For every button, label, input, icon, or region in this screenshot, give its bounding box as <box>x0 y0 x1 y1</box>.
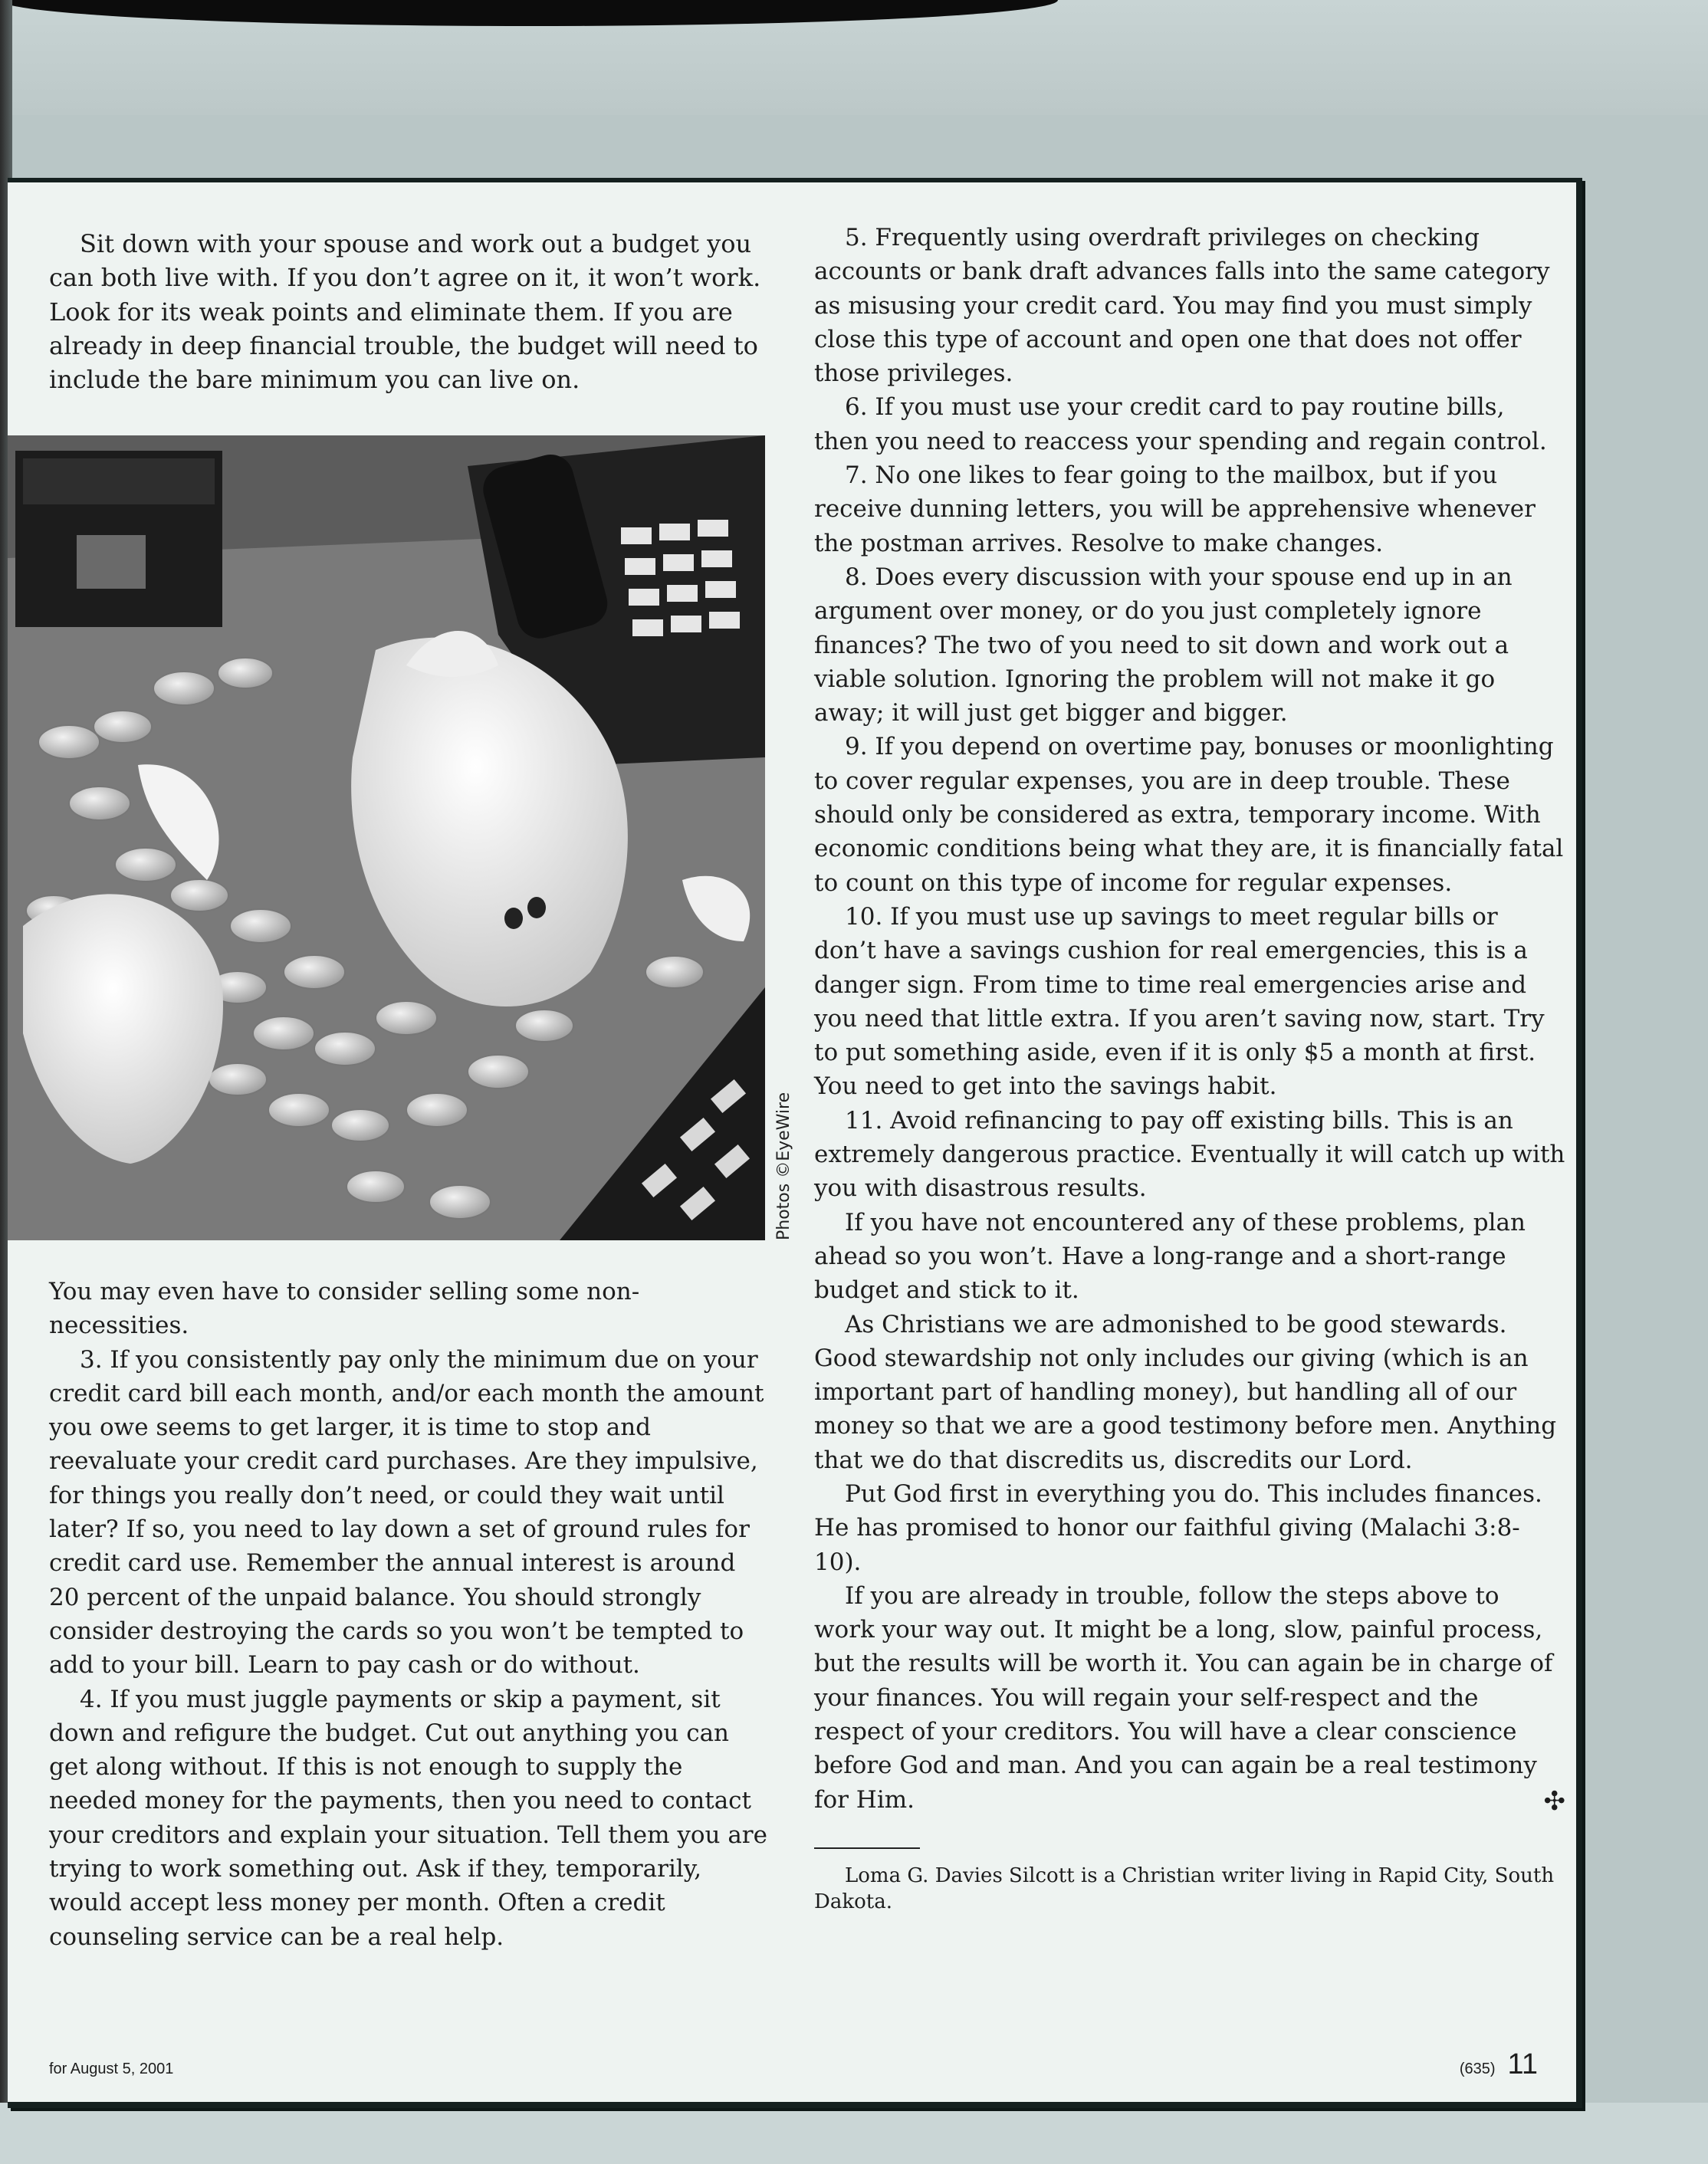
paragraph: Put God first in everything you do. This includes finances. He has promised to honor our faithful giving (Malachi 3:8-10). <box>814 1479 1542 1576</box>
folio-number: (635) <box>1459 2061 1496 2077</box>
paragraph-text: If you are already in trouble, follow the steps above to work your way out. It might be a long, slow, painful process, but the results will be worth it. You can again be in charge of your finances. You will regain your self-respect and the respect of your creditors. You will have a clear conscience before God and man. And you can again be a real testimony for Him. <box>814 1581 1553 1814</box>
paragraph: 4. If you must juggle payments or skip a payment, sit down and refigure the budget. Cut out anything you can get along without. If this is not enough to supply the needed money for the payments, then you need to contact your creditors and explain your situation. Tell them you are trying to work something out. Ask if they, temporarily, would accept less money per month. Often a credit counseling service can be a real help. <box>49 1685 767 1951</box>
paragraph: You may even have to consider selling some non-necessities. <box>49 1278 640 1340</box>
page-footer <box>1460 2048 1538 2081</box>
paragraph-last <box>814 1579 1565 1817</box>
magazine-page <box>8 178 1582 2108</box>
paragraph: As Christians we are admonished to be good stewards. Good stewardship not only includes our giving (which is an important part of handling money), but handling all of our money so that we are a good testimony before men. Anything that we do that discredits us, discredits our Lord. <box>814 1310 1557 1474</box>
paragraph: 6. If you must use your credit card to pay routine bills, then you need to reaccess your spending and regain control. <box>814 393 1547 455</box>
photo-illustration <box>8 435 765 1240</box>
paragraph: 8. Does every discussion with your spouse end up in an argument over money, or do you just completely ignore finances? The two of you need to sit down and work out a viable solution. Ignoring the problem will not make it go away; it will just get bigger and bigger. <box>814 563 1513 727</box>
photo-credit: Photos ©EyeWire <box>774 1092 793 1240</box>
end-mark-icon: ✣ <box>1543 1785 1565 1817</box>
piggy-bank-photo <box>8 435 765 1240</box>
author-bio: Loma G. Davies Silcott is a Christian writer living in Rapid City, South Dakota. <box>814 1864 1555 1913</box>
paragraph: If you have not encountered any of these problems, plan ahead so you won’t. Have a long-range and a short-range budget and stick to it. <box>814 1208 1526 1305</box>
paragraph: Sit down with your spouse and work out a budget you can both live with. If you don’t agree on it, it won’t work. Look for its weak points and eliminate them. If you are already in deep financial trouble, the budget will need to include the bare minimum you can live on. <box>49 229 761 395</box>
paragraph: 3. If you consistently pay only the minimum due on your credit card bill each month, and/or each month the amount you owe seems to get larger, it is time to stop and reevaluate your credit card purchases. Are they impulsive, for things you really don’t need, or could they wait until later? If so, you need to lay down a set of ground rules for credit card use. Remember the annual interest is around 20 percent of the unpaid balance. You should strongly consider destroying the cards so you won’t be tempted to add to your bill. Learn to pay cash or do without. <box>49 1345 764 1680</box>
paragraph: 5. Frequently using overdraft privileges on checking accounts or bank draft advances falls into the same category as misusing your credit card. You may find you must simply close this type of account and open one that does not offer those privileges. <box>814 224 1550 388</box>
paragraph: 9. If you depend on overtime pay, bonuses or moonlighting to cover regular expenses, you are in deep trouble. These should only be considered as extra, temporary income. With economic conditions being what they are, it is financially fatal to count on this type of income for regular expenses. <box>814 733 1564 897</box>
paragraph: 10. If you must use up savings to meet regular bills or don’t have a savings cushion for real emergencies, this is a danger sign. From time to time real emergencies arise and you need that little extra. If you aren’t saving now, start. Try to put something aside, even if it is only $5 a month at first. You need to get into the savings habit. <box>814 902 1545 1101</box>
page-number: 11 <box>1507 2048 1538 2080</box>
right-column <box>814 221 1565 1915</box>
left-column-top <box>49 227 773 396</box>
background-bottom <box>0 2103 1708 2164</box>
issue-date: for August 5, 2001 <box>49 2061 174 2077</box>
paragraph: 11. Avoid refinancing to pay off existing bills. This is an extremely dangerous practice. Eventually it will catch up with you with disastrous results. <box>814 1106 1565 1203</box>
left-column-bottom <box>49 1275 773 1954</box>
divider <box>814 1847 920 1849</box>
paragraph: 7. No one likes to fear going to the mailbox, but if you receive dunning letters, you will be apprehensive whenever the postman arrives. Resolve to make changes. <box>814 461 1536 557</box>
